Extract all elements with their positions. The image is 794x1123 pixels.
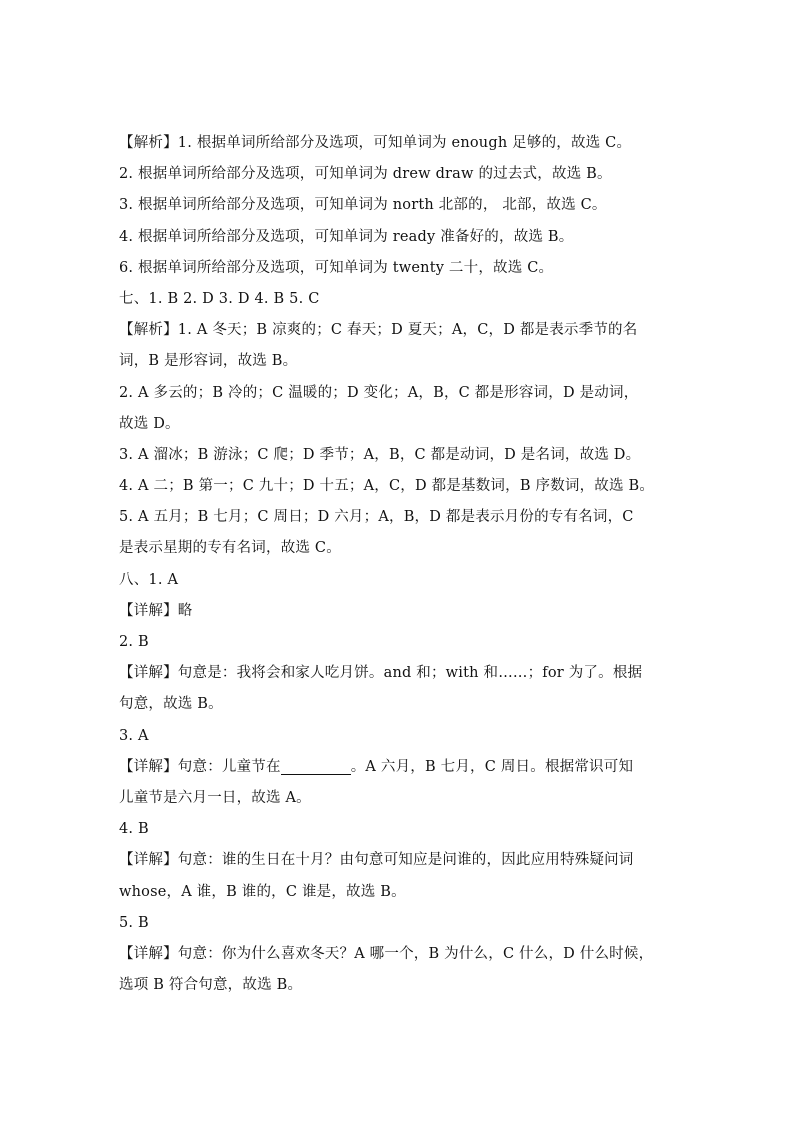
answer-line: 4. 根据单词所给部分及选项，可知单词为 ready 准备好的，故选 B。: [119, 228, 574, 245]
answer-line: 【解析】1. 根据单词所给部分及选项，可知单词为 enough 足够的，故选 C。: [119, 135, 632, 151]
answer-line: 词，B 是形容词，故选 B。: [119, 353, 298, 370]
answer-line: 2. A 多云的；B 冷的；C 温暖的；D 变化；A，B，C 都是形容词，D 是动词，: [119, 384, 639, 401]
answer-line: 4. B: [119, 821, 149, 838]
answer-line: 故选 D。: [119, 415, 180, 432]
answer-line-with-blank: [119, 752, 679, 783]
answer-line: 5. A 五月；B 七月；C 周日；D 六月；A，B，D 都是表示月份的专有名词，C: [119, 509, 634, 526]
answer-line: 选项 B 符合句意，故选 B。: [119, 977, 303, 994]
blank-line-before: 【详解】句意：儿童节在: [119, 758, 281, 775]
answer-line: 是表示星期的专有名词，故选 C。: [119, 540, 341, 557]
answer-line: 【详解】略: [119, 602, 193, 619]
answer-line: 儿童节是六月一日，故选 A。: [119, 789, 311, 806]
answer-line: 句意，故选 B。: [119, 696, 223, 713]
answer-line: 2. B: [119, 634, 149, 650]
answer-line: 【详解】句意：你为什么喜欢冬天？A 哪一个，B 为什么，C 什么，D 什么时候，: [119, 945, 654, 962]
answer-line: 4. A 二；B 第一；C 九十；D 十五；A，C，D 都是基数词，B 序数词，故选 B。: [119, 478, 655, 495]
answer-line: 6. 根据单词所给部分及选项，可知单词为 twenty 二十，故选 C。: [119, 259, 554, 276]
section-answers-8: 八、1. A: [119, 571, 179, 588]
answer-line: 3. 根据单词所给部分及选项，可知单词为 north 北部的， 北部，故选 C。: [119, 197, 607, 214]
answer-line: 【详解】句意：谁的生日在十月？由句意可知应是问谁的，因此应用特殊疑问词: [119, 852, 634, 869]
answer-line: 【详解】句意是：我将会和家人吃月饼。and 和；with 和……；for 为了。根据: [119, 665, 643, 682]
answer-line: 2. 根据单词所给部分及选项，可知单词为 drew draw 的过去式，故选 B。: [119, 166, 612, 183]
answer-line: 3. A: [119, 727, 149, 744]
blank-line-after: 。A 六月，B 七月，C 周日。根据常识可知: [350, 758, 634, 775]
answer-line: 3. A 溜冰；B 游泳；C 爬；D 季节；A，B，C 都是动词，D 是名词，故选 D。: [119, 446, 641, 463]
section-answers-7: 七、1. B 2. D 3. D 4. B 5. C: [119, 290, 320, 307]
answer-line: 【解析】1. A 冬天；B 凉爽的；C 春天；D 夏天；A，C，D 都是表示季节的名: [119, 322, 638, 339]
answer-line: whose，A 谁，B 谁的，C 谁是，故选 B。: [119, 883, 406, 900]
answer-line: 5. B: [119, 914, 149, 931]
fill-in-blank: [281, 756, 351, 775]
answer-key-page: [119, 128, 679, 1001]
